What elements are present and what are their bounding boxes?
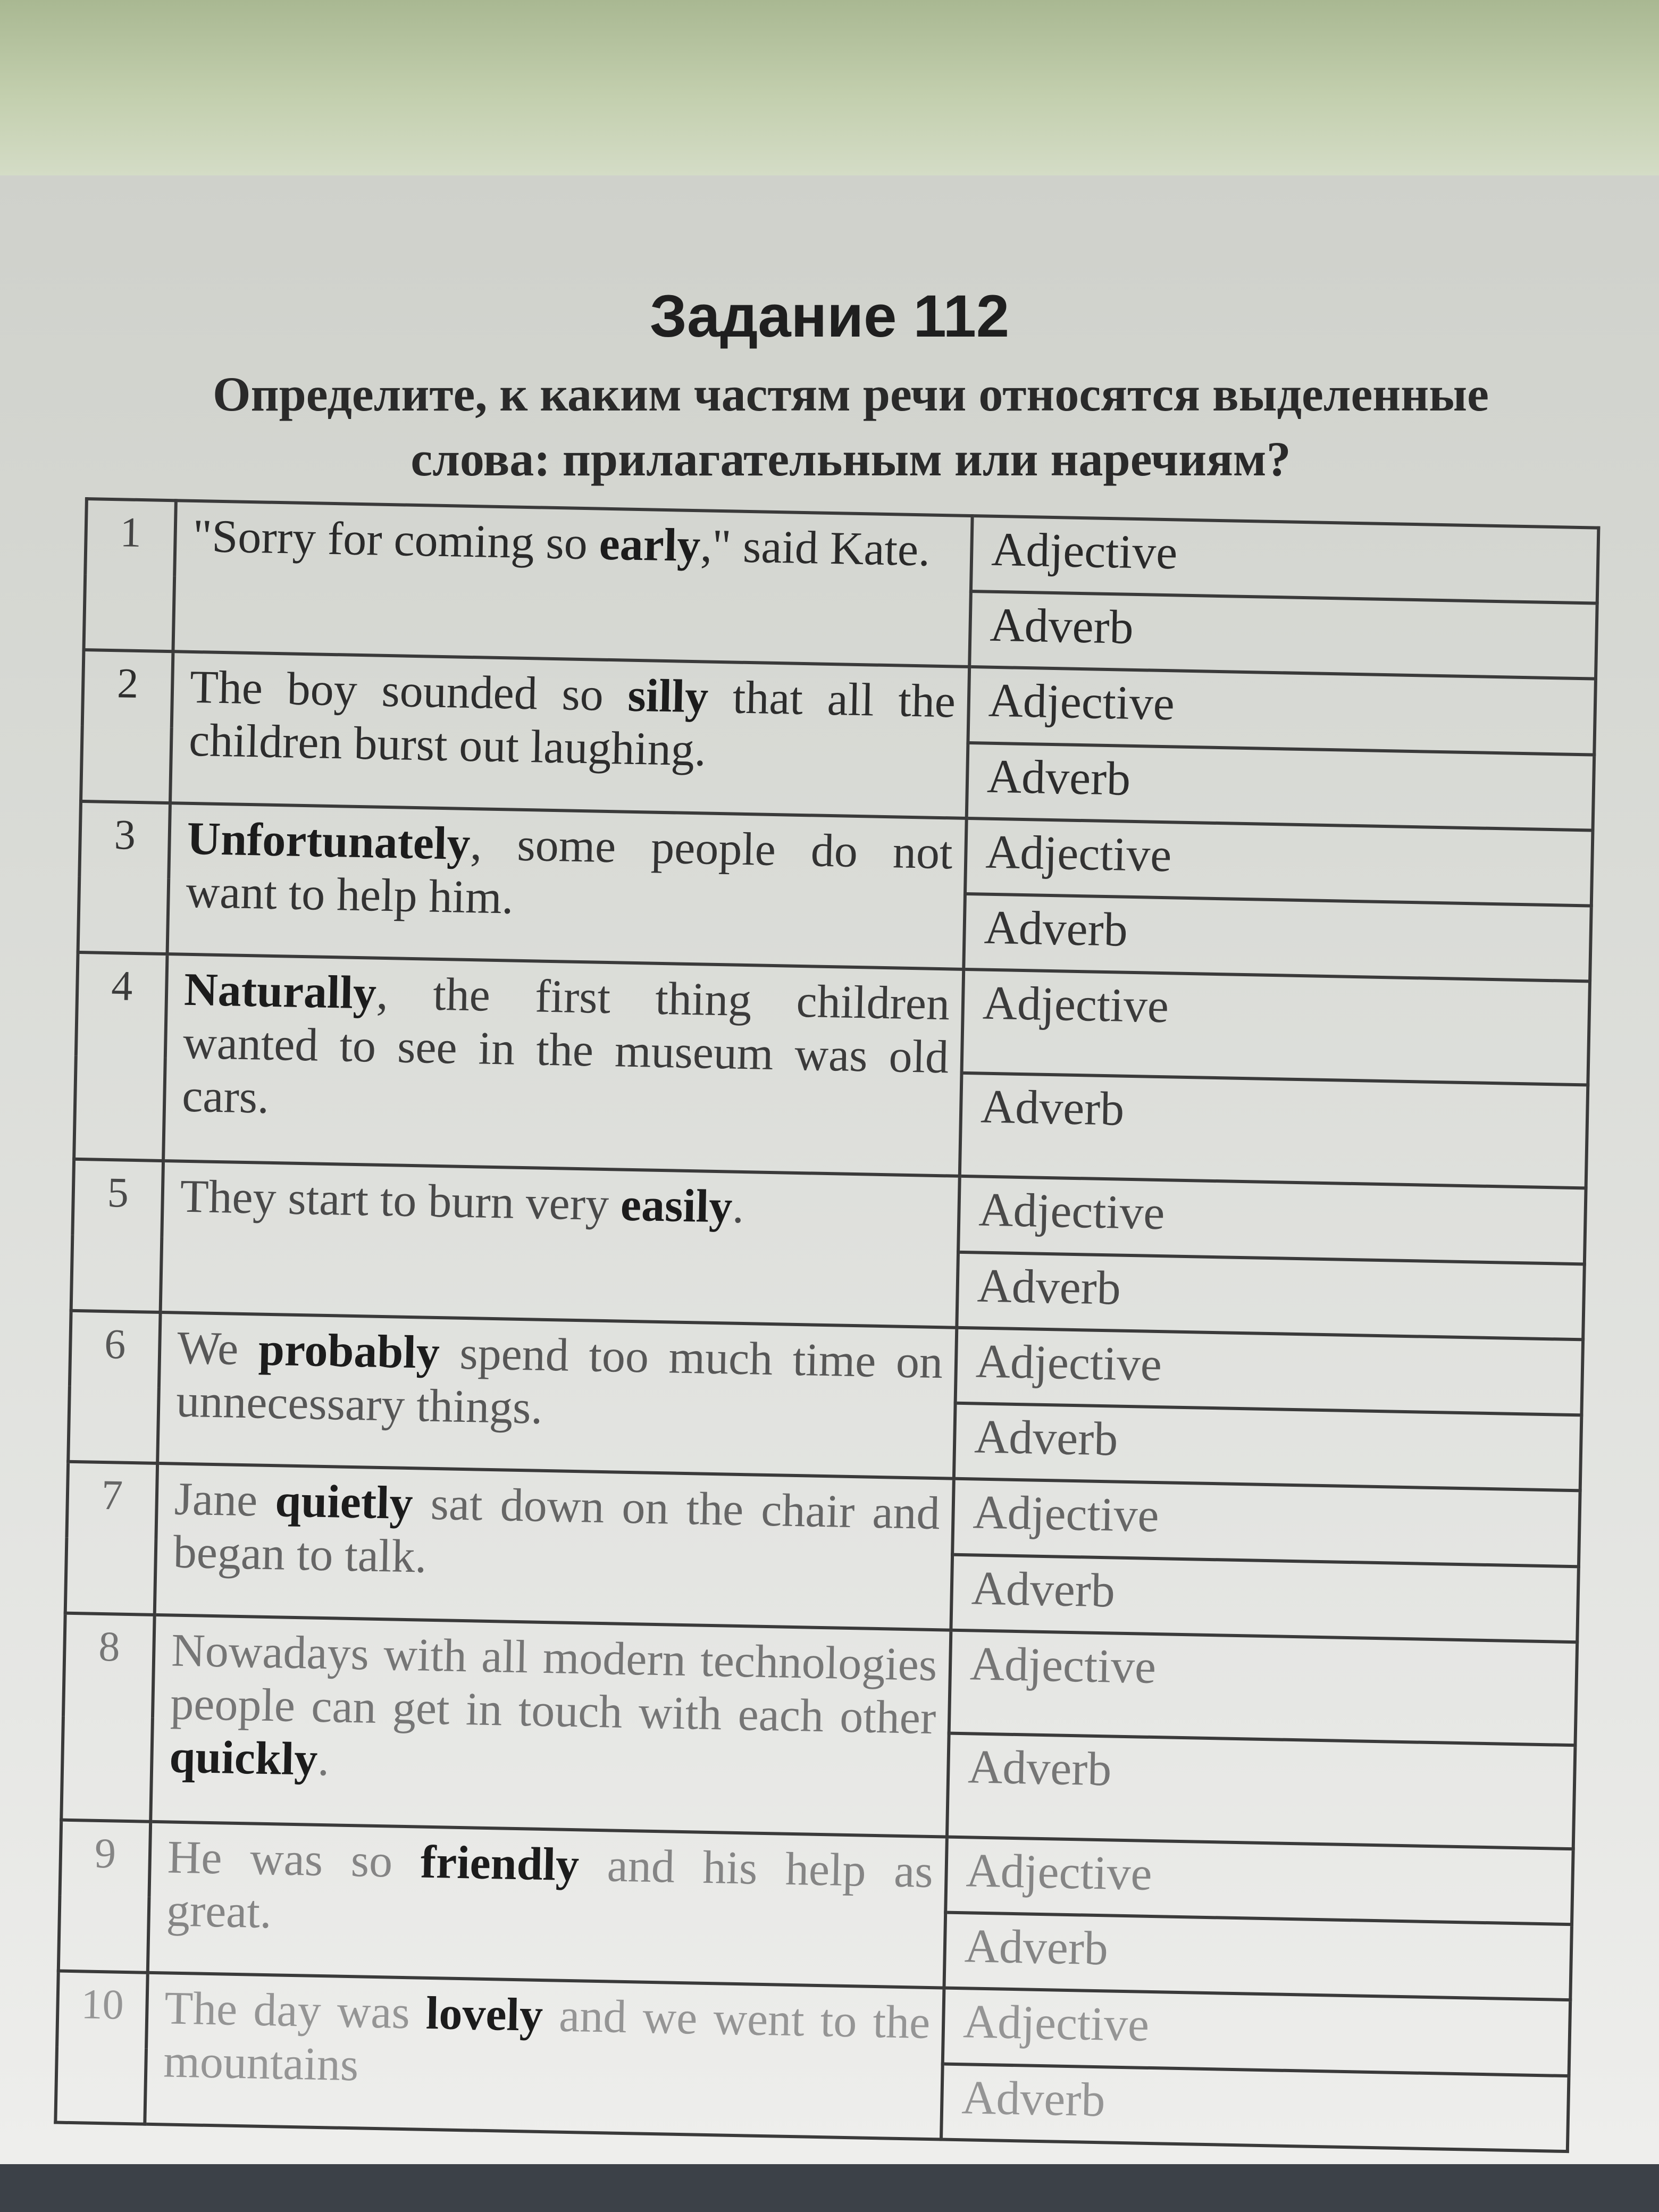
option-adjective[interactable]: Adjective — [952, 1479, 1580, 1566]
highlighted-word: lovely — [425, 1988, 543, 2042]
item-sentence — [157, 1312, 957, 1479]
item-number: 9 — [58, 1820, 150, 1973]
option-adjective[interactable]: Adjective — [949, 1630, 1578, 1745]
task-instruction: Определите, к каким частям речи относятся выделенные слова: прилагательным или наречиям? — [213, 367, 1489, 486]
option-adjective[interactable]: Adjective — [956, 1328, 1583, 1415]
option-adverb[interactable]: Adverb — [957, 1252, 1585, 1339]
option-adjective[interactable]: Adjective — [958, 1176, 1586, 1264]
item-sentence — [170, 652, 969, 818]
option-adjective[interactable]: Adjective — [965, 818, 1593, 906]
highlighted-word: quickly — [169, 1731, 319, 1786]
sentence-text: Nowadays with all modern technologies people can get in touch with each other — [170, 1624, 938, 1744]
option-adverb[interactable]: Adverb — [944, 1913, 1572, 2000]
option-adverb[interactable]: Adverb — [951, 1554, 1579, 1642]
item-number: 2 — [81, 650, 173, 803]
exercise-table — [54, 497, 1600, 2153]
option-adverb[interactable]: Adverb — [967, 743, 1595, 831]
option-adjective[interactable]: Adjective — [968, 667, 1596, 755]
item-sentence — [161, 1161, 960, 1327]
option-adjective[interactable]: Adjective — [971, 516, 1599, 604]
highlighted-word: easily — [620, 1179, 733, 1234]
sentence-text: He was so — [166, 1831, 421, 1888]
option-adjective[interactable]: Adjective — [962, 969, 1590, 1085]
item-sentence — [173, 500, 972, 667]
option-adverb[interactable]: Adverb — [954, 1403, 1582, 1491]
item-number: 5 — [71, 1159, 163, 1312]
sentence-text: . — [732, 1182, 745, 1234]
item-number: 8 — [61, 1613, 154, 1822]
sentence-text: , some people do not want to help him. — [185, 818, 953, 924]
item-number: 6 — [68, 1311, 160, 1464]
sentence-text: The boy sounded so — [189, 661, 629, 722]
option-adverb[interactable]: Adverb — [947, 1733, 1576, 1849]
sentence-text: They start to burn very — [179, 1171, 621, 1231]
option-adverb[interactable]: Adverb — [941, 2064, 1569, 2151]
sentence-text: ," said Kate. — [700, 520, 931, 576]
sentence-text: . — [317, 1733, 330, 1786]
sentence-text: "Sorry for coming so — [192, 510, 600, 570]
item-sentence — [167, 803, 967, 969]
item-number: 7 — [65, 1462, 157, 1615]
highlighted-word: Naturally — [183, 964, 377, 1020]
item-sentence — [148, 1822, 947, 1988]
sentence-text: that all the children burst out laughing. — [188, 672, 956, 776]
sentence-text: sat down on the chair and began to talk. — [173, 1478, 941, 1583]
background-surface-top — [0, 0, 1659, 175]
option-adjective[interactable]: Adjective — [945, 1837, 1573, 1924]
highlighted-word: silly — [627, 670, 709, 724]
item-number: 10 — [55, 1971, 147, 2124]
item-sentence — [150, 1615, 951, 1837]
sentence-text: We — [177, 1322, 259, 1376]
highlighted-word: early — [598, 518, 701, 572]
item-sentence — [163, 954, 963, 1177]
option-adjective[interactable]: Adjective — [943, 1988, 1571, 2076]
task-title: Задание 112 — [649, 283, 1010, 349]
option-adverb[interactable]: Adverb — [969, 591, 1597, 679]
sentence-text: and we went to the mountains — [163, 1990, 931, 2091]
sentence-text: Jane — [173, 1473, 276, 1527]
sentence-text: and his help as great. — [166, 1839, 934, 1939]
sentence-text: , the first thing children wanted to see in the museum was old cars. — [181, 968, 950, 1124]
highlighted-word: quietly — [274, 1475, 414, 1530]
item-sentence — [145, 1973, 944, 2139]
highlighted-word: probably — [258, 1323, 440, 1379]
background-surface-bottom — [0, 2164, 1659, 2212]
item-number: 3 — [78, 801, 170, 954]
sentence-text: spend too much time on unnecessary things. — [175, 1327, 943, 1434]
highlighted-word: Unfortunately — [186, 812, 471, 870]
option-adverb[interactable]: Adverb — [960, 1073, 1588, 1188]
item-number: 4 — [74, 952, 167, 1161]
item-number: 1 — [83, 499, 175, 652]
option-adverb[interactable]: Adverb — [963, 894, 1591, 982]
sentence-text: The day was — [164, 1982, 427, 2040]
item-sentence — [155, 1463, 954, 1630]
highlighted-word: friendly — [420, 1836, 580, 1891]
